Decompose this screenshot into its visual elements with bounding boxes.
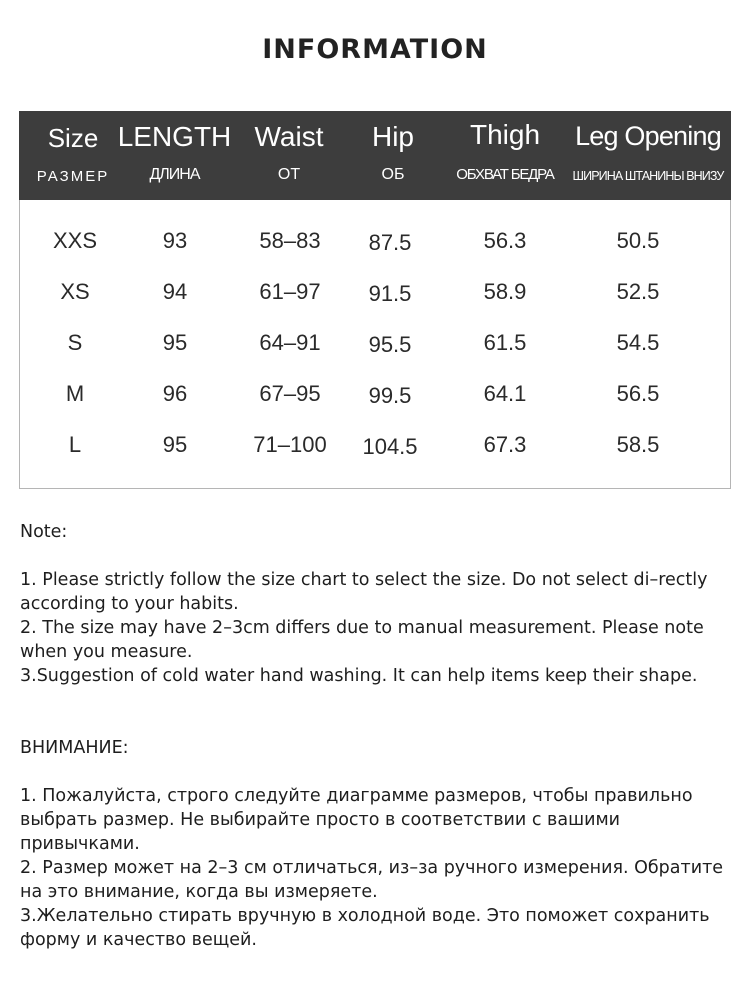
cell-thigh: 67.3 xyxy=(483,432,527,457)
cell-size: M xyxy=(65,381,85,406)
cell-leg-opening: 52.5 xyxy=(616,279,660,304)
header-thigh xyxy=(439,111,571,200)
cell-thigh: 61.5 xyxy=(483,330,527,355)
cell-hip: 104.5 xyxy=(362,434,418,459)
cell-waist: 58–83 xyxy=(259,228,321,253)
cell-length: 95 xyxy=(162,432,188,457)
header-thigh-en: Thigh xyxy=(469,119,541,150)
cell-hip: 91.5 xyxy=(368,281,412,306)
cell-size: XS xyxy=(60,279,90,304)
header-length-en: LENGTH xyxy=(117,121,232,152)
cell-thigh: 64.1 xyxy=(483,381,527,406)
table-row xyxy=(20,228,730,268)
notes-en-item-1: 1. Please strictly follow the size chart to select the size. Do not select di–rectly according to your habits. xyxy=(20,570,708,614)
cell-waist: 71–100 xyxy=(253,432,327,457)
header-waist-en: Waist xyxy=(254,121,324,152)
notes-ru-heading: ВНИМАНИЕ: xyxy=(20,738,129,758)
header-leg-opening-en: Leg Opening xyxy=(575,121,721,151)
header-size xyxy=(19,111,127,200)
table-row xyxy=(20,432,730,472)
size-table xyxy=(19,111,731,489)
cell-leg-opening: 50.5 xyxy=(616,228,660,253)
cell-waist: 64–91 xyxy=(259,330,321,355)
cell-thigh: 56.3 xyxy=(483,228,527,253)
header-size-ru: РАЗМЕР xyxy=(36,168,110,185)
table-row xyxy=(20,381,730,421)
header-size-en: Size xyxy=(47,123,99,153)
header-leg-opening xyxy=(567,111,729,200)
header-hip-en: Hip xyxy=(371,121,414,152)
spacer xyxy=(20,544,732,568)
cell-waist: 61–97 xyxy=(259,279,321,304)
notes-en-heading: Note: xyxy=(20,522,68,542)
cell-length: 96 xyxy=(162,381,188,406)
notes-en-item-2: 2. The size may have 2–3cm differs due to manual measurement. Please note when you measure. xyxy=(20,618,704,662)
cell-size: L xyxy=(68,432,82,457)
header-waist-ru: ОТ xyxy=(277,166,301,183)
header-waist xyxy=(237,111,341,200)
header-hip xyxy=(349,111,437,200)
cell-leg-opening: 54.5 xyxy=(616,330,660,355)
cell-thigh: 58.9 xyxy=(483,279,527,304)
cell-size: XXS xyxy=(52,228,98,253)
table-row xyxy=(20,330,730,370)
cell-leg-opening: 56.5 xyxy=(616,381,660,406)
spacer xyxy=(20,688,732,736)
cell-waist: 67–95 xyxy=(259,381,321,406)
cell-size: S xyxy=(67,330,83,355)
table-header xyxy=(19,111,731,200)
cell-hip: 87.5 xyxy=(368,230,412,255)
notes-en-item-3: 3.Suggestion of cold water hand washing. It can help items keep their shape. xyxy=(20,666,698,686)
header-length-ru: ДЛИНА xyxy=(149,166,200,183)
cell-hip: 95.5 xyxy=(368,332,412,357)
cell-length: 93 xyxy=(162,228,188,253)
cell-length: 94 xyxy=(162,279,188,304)
notes-ru-item-2: 2. Размер может на 2–3 см отличаться, из–за ручного измерения. Обратите на это внимание, когда вы измеряете. xyxy=(20,858,724,902)
cell-length: 95 xyxy=(162,330,188,355)
spacer xyxy=(20,760,732,784)
notes-ru-item-1: 1. Пожалуйста, строго следуйте диаграмме размеров, чтобы правильно выбрать размер. Не выбирайте просто в соответствии с вашими привычками. xyxy=(20,786,693,854)
notes-section xyxy=(20,520,732,952)
page-title: INFORMATION xyxy=(262,34,488,65)
header-leg-opening-ru: ШИРИНА ШТАНИНЫ ВНИЗУ xyxy=(572,169,724,183)
header-length xyxy=(117,111,232,200)
header-thigh-ru: ОБХВАТ БЕДРА xyxy=(456,166,554,183)
header-hip-ru: ОБ xyxy=(381,166,405,183)
cell-leg-opening: 58.5 xyxy=(616,432,660,457)
notes-ru-item-3: 3.Желательно стирать вручную в холодной воде. Это поможет сохранить форму и качество вещей. xyxy=(20,906,710,950)
cell-hip: 99.5 xyxy=(368,383,412,408)
table-row xyxy=(20,279,730,319)
